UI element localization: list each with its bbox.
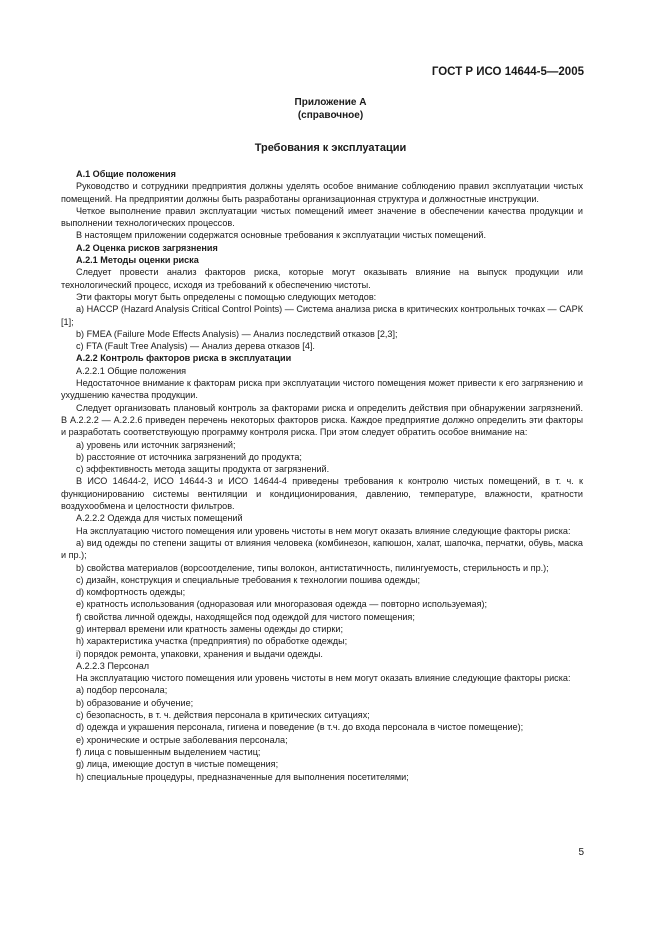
paragraph: с) FTA (Fault Tree Analysis) — Анализ дерева отказов [4].	[76, 341, 315, 352]
paragraph: b) свойства материалов (ворсоотделение, типы волокон, антистатичность, пилингуемость, стерильность и пр.);	[76, 562, 549, 573]
paragraph: А.2.2.3 Персонал	[76, 660, 150, 671]
paragraph: а) вид одежды по степени защиты от влияния человека (комбинезон, капюшон, халат, шапочка, перчатки, обувь, маска и пр.);	[61, 537, 583, 561]
paragraph: d) одежда и украшения персонала, гигиена и поведение (в т.ч. до входа персонала в чистое помещение);	[76, 722, 524, 733]
paragraph: е) кратность использования (одноразовая или многоразовая одежда — повторно используемая);	[76, 599, 488, 610]
paragraph: Недостаточное внимание к факторам риска при эксплуатации чистого помещения может привести к его загрязнению и ухудшению качества продукции.	[61, 378, 583, 401]
paragraph: g) интервал времени или кратность замены одежды до стирки;	[76, 623, 344, 634]
paragraph: d) комфортность одежды;	[76, 587, 186, 598]
section-heading: А.2 Оценка рисков загрязнения	[76, 242, 218, 253]
paragraph: В ИСО 14644-2, ИСО 14644-3 и ИСО 14644-4 приведены требования к контролю чистых помещений, в т. ч. к функционированию системы вентиляции и кондиционирования, давлению, температуре, влажности, кратности воздухообмена и целостности фильтров.	[61, 476, 583, 512]
appendix-status: (справочное)	[297, 110, 364, 121]
paragraph: Четкое выполнение правил эксплуатации чистых помещений имеет значение в обеспечении качества продукции и выполнении технологических процессов.	[61, 205, 583, 229]
paragraph: с) эффективность метода защиты продукта от загрязнений.	[76, 464, 330, 475]
paragraph: b) образование и обучение;	[76, 697, 194, 708]
paragraph: с) дизайн, конструкция и специальные требования к технологии пошива одежды;	[76, 574, 420, 585]
paragraph: е) хронические и острые заболевания персонала;	[76, 734, 288, 745]
paragraph: с) безопасность, в т. ч. действия персонала в критических ситуациях;	[76, 710, 370, 721]
appendix-heading	[0, 96, 661, 122]
paragraph: b) FMEA (Failure Mode Effects Analysis) — Анализ последствий отказов [2,3];	[76, 328, 398, 339]
section-title: Требования к эксплуатации	[254, 142, 407, 154]
paragraph: Руководство и сотрудники предприятия должны уделять особое внимание соблюдению правил эксплуатации чистых помещений. На предприятии должны быть разработаны организационная структура и должностные инструкции.	[61, 181, 583, 204]
paragraph: g) лица, имеющие доступ в чистые помещения;	[76, 759, 279, 770]
paragraph: а) уровень или источник загрязнений;	[76, 439, 236, 450]
paragraph: А.2.2.2 Одежда для чистых помещений	[76, 513, 243, 524]
paragraph: h) характеристика участка (предприятия) по обработке одежды;	[76, 636, 348, 647]
page-number: 5	[578, 847, 584, 858]
paragraph: i) порядок ремонта, упаковки, хранения и выдачи одежды.	[76, 648, 323, 659]
paragraph: f) лица с повышенным выделением частиц;	[76, 746, 261, 757]
paragraph: Эти факторы могут быть определены с помощью следующих методов:	[76, 291, 377, 302]
paragraph: Следует провести анализ факторов риска, которые могут оказывать влияние на выпуск продукции или технологический процесс, исходя из требований к обеспечению чистоты.	[61, 267, 583, 290]
paragraph: а) HACCP (Hazard Analysis Critical Control Points) — Система анализа риска в критических контрольных точках — САРК [1];	[61, 304, 583, 327]
paragraph: А.2.2.1 Общие положения	[76, 365, 187, 376]
section-heading: А.2.1 Методы оценки риска	[76, 255, 199, 266]
section-heading: А.1 Общие положения	[76, 169, 176, 179]
standard-header: ГОСТ Р ИСО 14644-5—2005	[431, 66, 584, 78]
paragraph: На эксплуатацию чистого помещения или уровень чистоты в нем могут оказать влияние следующие факторы риска:	[76, 673, 571, 684]
paragraph: Следует организовать плановый контроль за факторами риска и определить действия при обнаружении загрязнений. В А.2.2.2 — А.2.2.6 приведен перечень некоторых факторов риска. Каждое предприятие должно определить эти факторы и разработать соответствующую программу контроля риска. При этом следует обратить особое внимание на:	[61, 402, 583, 438]
paragraph: h) специальные процедуры, предназначенные для выполнения посетителями;	[76, 771, 409, 782]
paragraph: В настоящем приложении содержатся основные требования к эксплуатации чистых помещений.	[76, 230, 487, 241]
document-body	[61, 168, 583, 783]
paragraph: На эксплуатацию чистого помещения или уровень чистоты в нем могут оказать влияние следующие факторы риска:	[76, 525, 571, 536]
paragraph: b) расстояние от источника загрязнений до продукта;	[76, 451, 302, 462]
paragraph: f) свойства личной одежды, находящейся под одеждой для чистого помещения;	[76, 611, 415, 622]
section-heading: А.2.2 Контроль факторов риска в эксплуатации	[76, 353, 292, 364]
paragraph: а) подбор персонала;	[76, 685, 168, 696]
appendix-label: Приложение А	[294, 97, 367, 108]
